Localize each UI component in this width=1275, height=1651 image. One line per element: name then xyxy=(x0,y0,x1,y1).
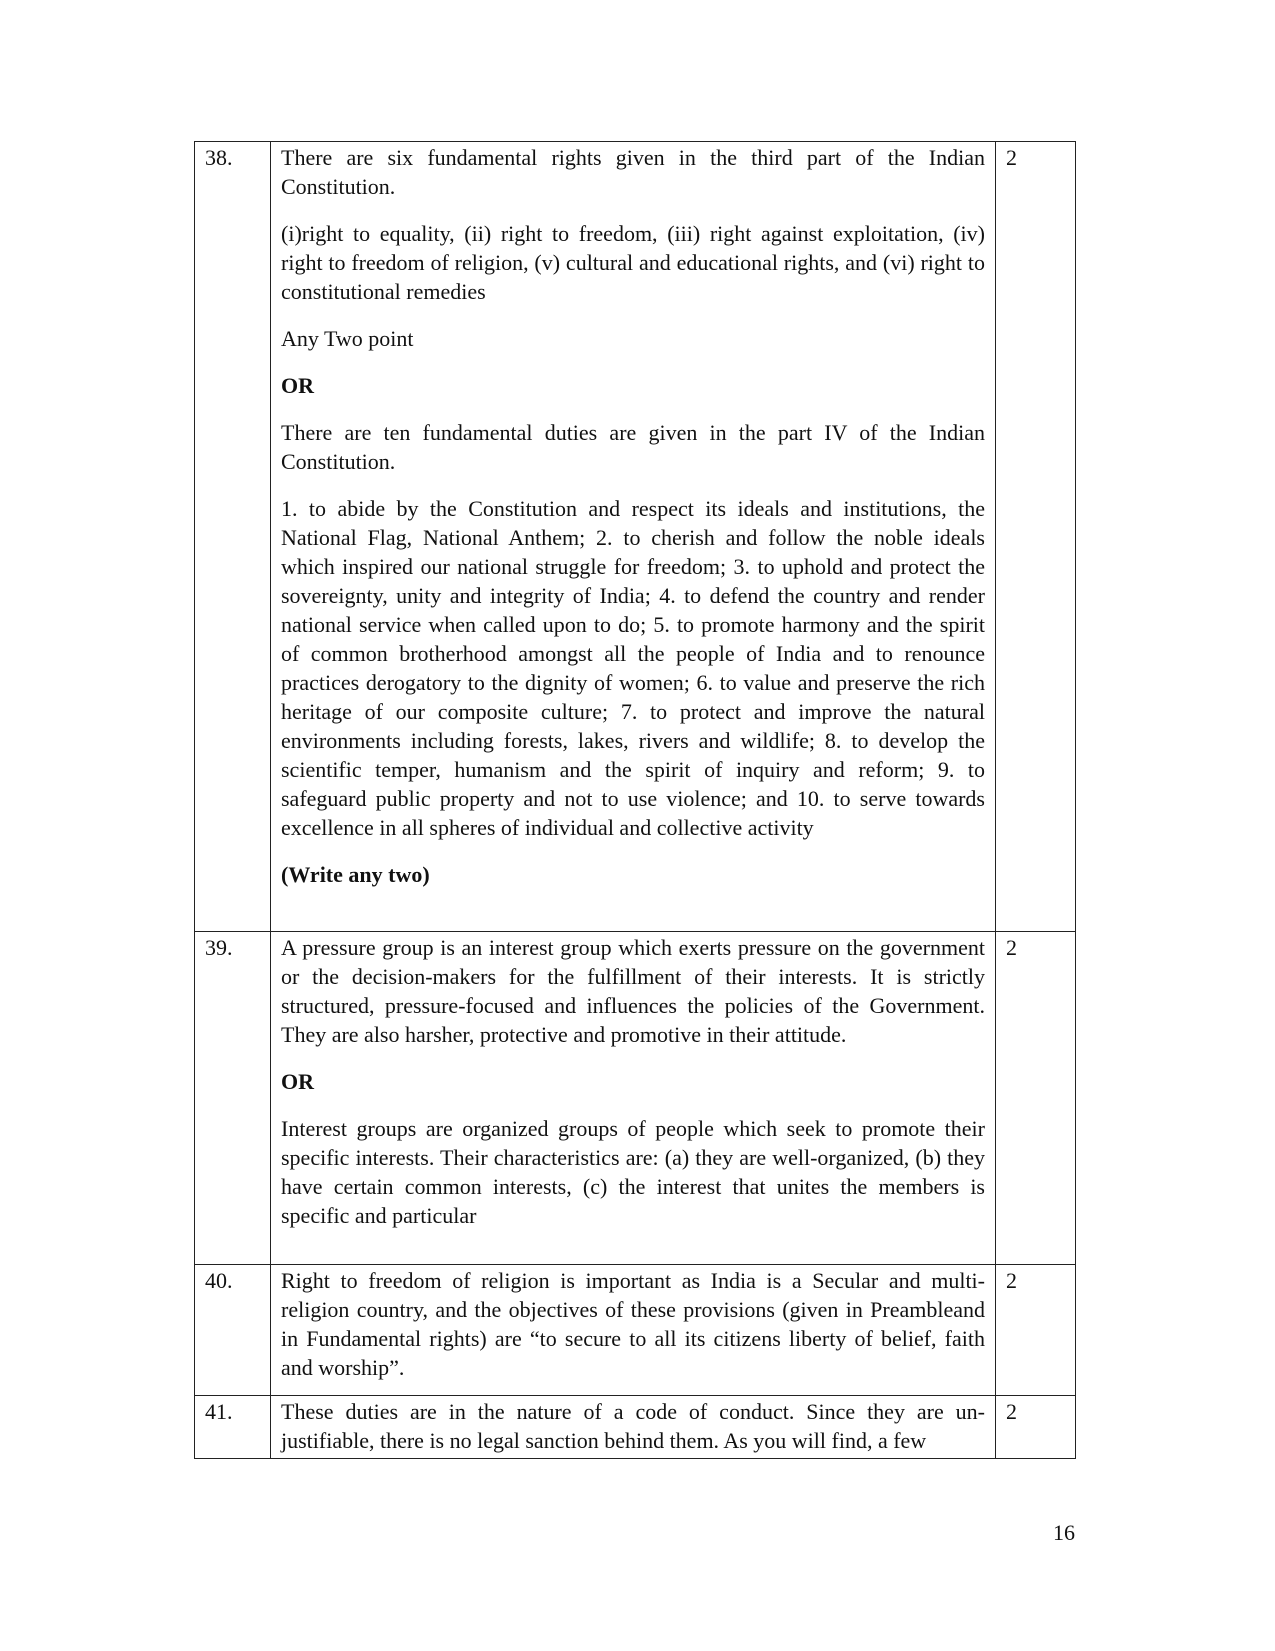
table-row xyxy=(195,932,1076,1265)
question-number: 38. xyxy=(205,145,233,170)
instruction-note: (Write any two) xyxy=(281,862,430,887)
marks-value: 2 xyxy=(1006,145,1017,170)
table-row xyxy=(195,1265,1076,1396)
marks-cell xyxy=(996,932,1076,1265)
answer-paragraph: Any Two point xyxy=(281,326,414,351)
marks-cell xyxy=(996,142,1076,932)
or-separator: OR xyxy=(281,1069,314,1094)
answer-paragraph: A pressure group is an interest group which exerts pressure on the government or the decision-makers for the fulfillment of their interests. It is strictly structured, pressure-focused and influences the policies of the Government. They are also harsher, protective and promotive in their attitude. xyxy=(281,935,985,1047)
answer-paragraph: Right to freedom of religion is important as India is a Secular and multi-religion country, and the objectives of these provisions (given in Preambleand in Fundamental rights) are “to secure to all its citizens liberty of belief, faith and worship”. xyxy=(281,1268,985,1380)
answer-table xyxy=(194,141,1076,1459)
answer-cell xyxy=(271,1396,996,1459)
marks-cell xyxy=(996,1396,1076,1459)
answer-paragraph: There are six fundamental rights given in the third part of the Indian Constitution. xyxy=(281,145,985,199)
answer-paragraph: (i)right to equality, (ii) right to freedom, (iii) right against exploitation, (iv) right to freedom of religion, (v) cultural and educational rights, and (vi) right to constitutional remedies xyxy=(281,221,985,304)
marks-value: 2 xyxy=(1006,1268,1017,1293)
question-number-cell xyxy=(195,1265,271,1396)
question-number-cell xyxy=(195,142,271,932)
question-number-cell xyxy=(195,1396,271,1459)
question-number-cell xyxy=(195,932,271,1265)
table-row xyxy=(195,142,1076,932)
question-number: 40. xyxy=(205,1268,233,1293)
page-number: 16 xyxy=(1053,1520,1075,1545)
or-separator: OR xyxy=(281,373,314,398)
marks-cell xyxy=(996,1265,1076,1396)
answer-paragraph: 1. to abide by the Constitution and respect its ideals and institutions, the National Flag, National Anthem; 2. to cherish and follow the noble ideals which inspired our national struggle for freedom; 3. to uphold and protect the sovereignty, unity and integrity of India; 4. to defend the country and render national service when called upon to do; 5. to promote harmony and the spirit of common brotherhood amongst all the people of India and to renounce practices derogatory to the dignity of women; 6. to value and preserve the rich heritage of our composite culture; 7. to protect and improve the natural environments including forests, lakes, rivers and wildlife; 8. to develop the scientific temper, humanism and the spirit of inquiry and reform; 9. to safeguard public property and not to use violence; and 10. to serve towards excellence in all spheres of individual and collective activity xyxy=(281,496,985,840)
answer-paragraph: Interest groups are organized groups of people which seek to promote their specific interests. Their characteristics are: (a) they are well-organized, (b) they have certain common interests, (c) the interest that unites the members is specific and particular xyxy=(281,1116,985,1228)
table-row xyxy=(195,1396,1076,1459)
answer-paragraph: These duties are in the nature of a code of conduct. Since they are un-justifiable, there is no legal sanction behind them. As you will find, a few xyxy=(281,1399,985,1453)
answer-cell xyxy=(271,142,996,932)
marks-value: 2 xyxy=(1006,935,1017,960)
question-number: 39. xyxy=(205,935,233,960)
marks-value: 2 xyxy=(1006,1399,1017,1424)
answer-cell xyxy=(271,932,996,1265)
answer-paragraph: There are ten fundamental duties are given in the part IV of the Indian Constitution. xyxy=(281,420,985,474)
answer-cell xyxy=(271,1265,996,1396)
question-number: 41. xyxy=(205,1399,233,1424)
